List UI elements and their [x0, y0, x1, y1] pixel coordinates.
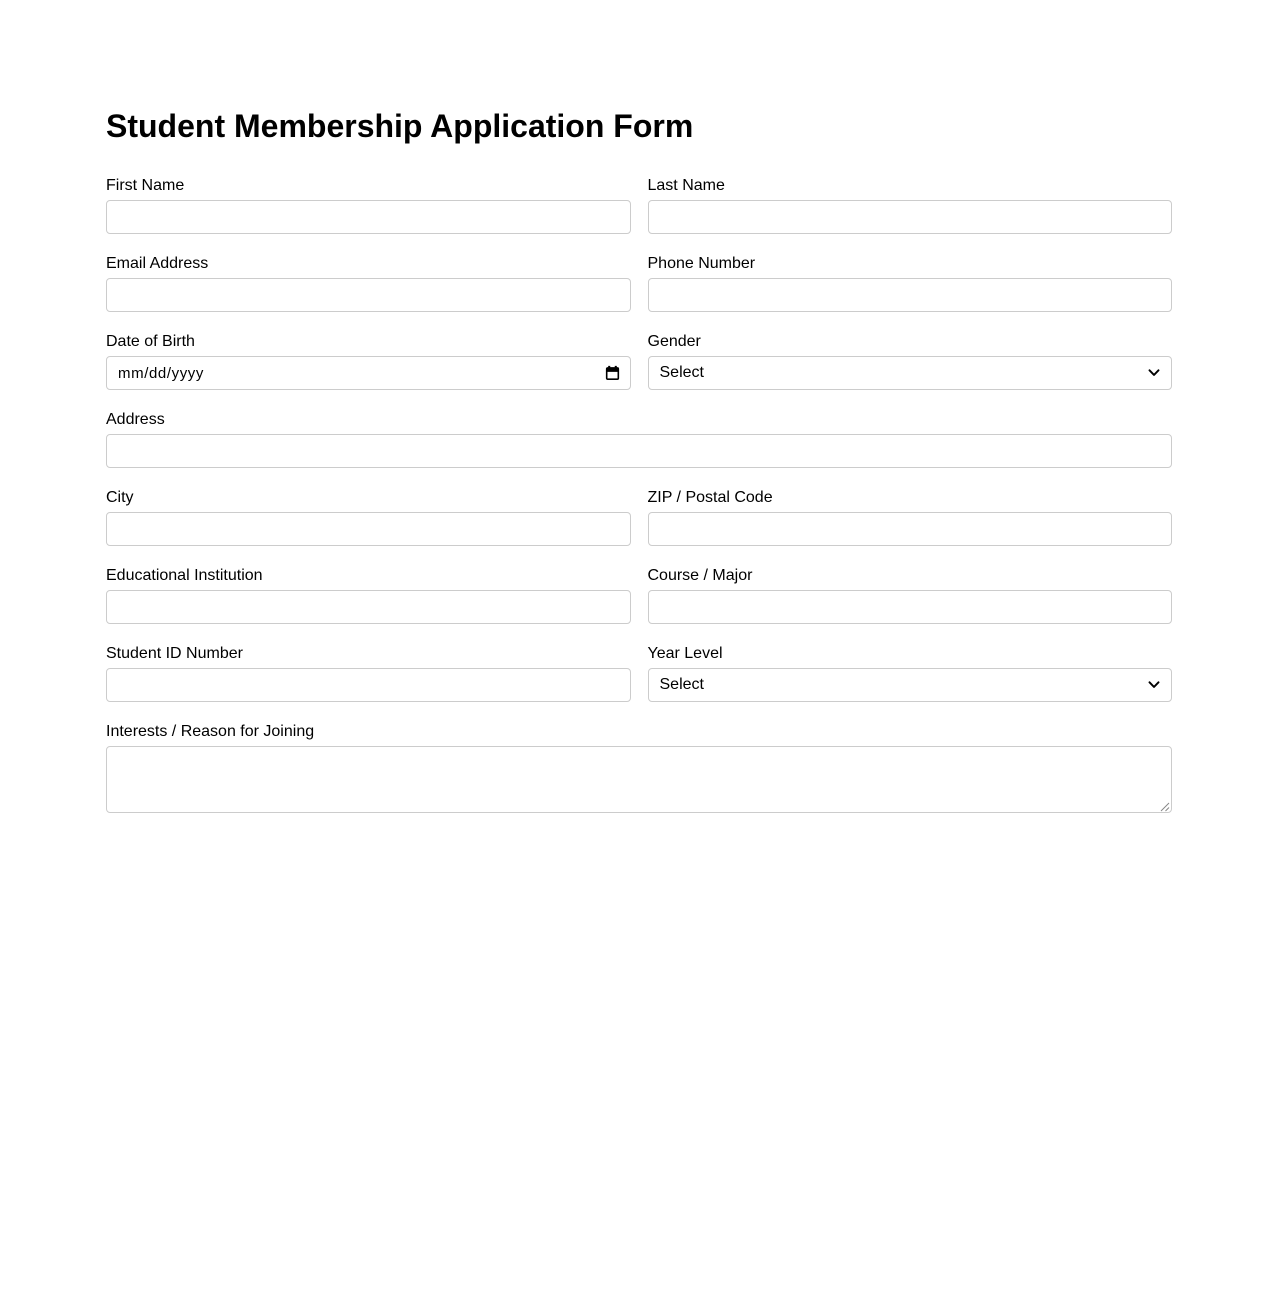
city-field	[106, 488, 631, 546]
last-name-input[interactable]	[648, 200, 1173, 234]
dob-gender-row	[106, 332, 1172, 390]
student-id-field	[106, 644, 631, 702]
first-name-label: First Name	[106, 177, 185, 194]
date-of-birth-input[interactable]	[106, 356, 631, 390]
interests-row	[106, 722, 1172, 813]
email-input[interactable]	[106, 278, 631, 312]
date-placeholder: mm/dd/yyyy	[118, 364, 205, 382]
page-title: Student Membership Application Form	[106, 108, 694, 144]
institution-field	[106, 566, 631, 624]
interests-label: Interests / Reason for Joining	[106, 723, 315, 740]
date-of-birth-field	[106, 332, 631, 390]
city-label: City	[106, 489, 134, 506]
year-level-label: Year Level	[647, 645, 723, 662]
first-name-input[interactable]	[106, 200, 631, 234]
address-row	[106, 410, 1172, 468]
contact-row	[106, 254, 1172, 312]
chevron-down-icon	[1148, 369, 1160, 377]
name-row	[106, 176, 1172, 234]
chevron-down-icon	[1148, 681, 1160, 689]
course-field	[648, 566, 1173, 624]
email-label: Email Address	[106, 255, 209, 272]
city-zip-row	[106, 488, 1172, 546]
course-label: Course / Major	[647, 567, 753, 584]
phone-label: Phone Number	[647, 255, 756, 272]
last-name-field	[648, 176, 1173, 234]
gender-select[interactable]	[648, 356, 1173, 390]
interests-field	[106, 722, 1172, 813]
interests-textarea[interactable]	[106, 746, 1172, 813]
zip-input[interactable]	[648, 512, 1173, 546]
year-level-selected-value: Select	[659, 676, 704, 693]
gender-selected-value: Select	[659, 364, 704, 381]
address-input[interactable]	[106, 434, 1172, 468]
education-row	[106, 566, 1172, 624]
zip-field	[648, 488, 1173, 546]
institution-input[interactable]	[106, 590, 631, 624]
student-id-input[interactable]	[106, 668, 631, 702]
address-label: Address	[106, 411, 165, 428]
zip-label: ZIP / Postal Code	[647, 489, 773, 506]
interests-textarea-wrap	[106, 746, 1172, 813]
first-name-field	[106, 176, 631, 234]
student-id-label: Student ID Number	[106, 645, 243, 662]
email-field	[106, 254, 631, 312]
id-year-row	[106, 644, 1172, 702]
phone-input[interactable]	[648, 278, 1173, 312]
date-of-birth-label: Date of Birth	[106, 333, 195, 350]
gender-label: Gender	[647, 333, 701, 350]
address-field	[106, 410, 1172, 468]
year-level-select[interactable]	[648, 668, 1173, 702]
year-level-field	[648, 644, 1173, 702]
institution-label: Educational Institution	[106, 567, 263, 584]
phone-field	[648, 254, 1173, 312]
resize-handle-icon[interactable]	[1159, 799, 1170, 810]
calendar-icon[interactable]	[605, 365, 621, 381]
last-name-label: Last Name	[647, 177, 725, 194]
city-input[interactable]	[106, 512, 631, 546]
course-input[interactable]	[648, 590, 1173, 624]
gender-field	[648, 332, 1173, 390]
